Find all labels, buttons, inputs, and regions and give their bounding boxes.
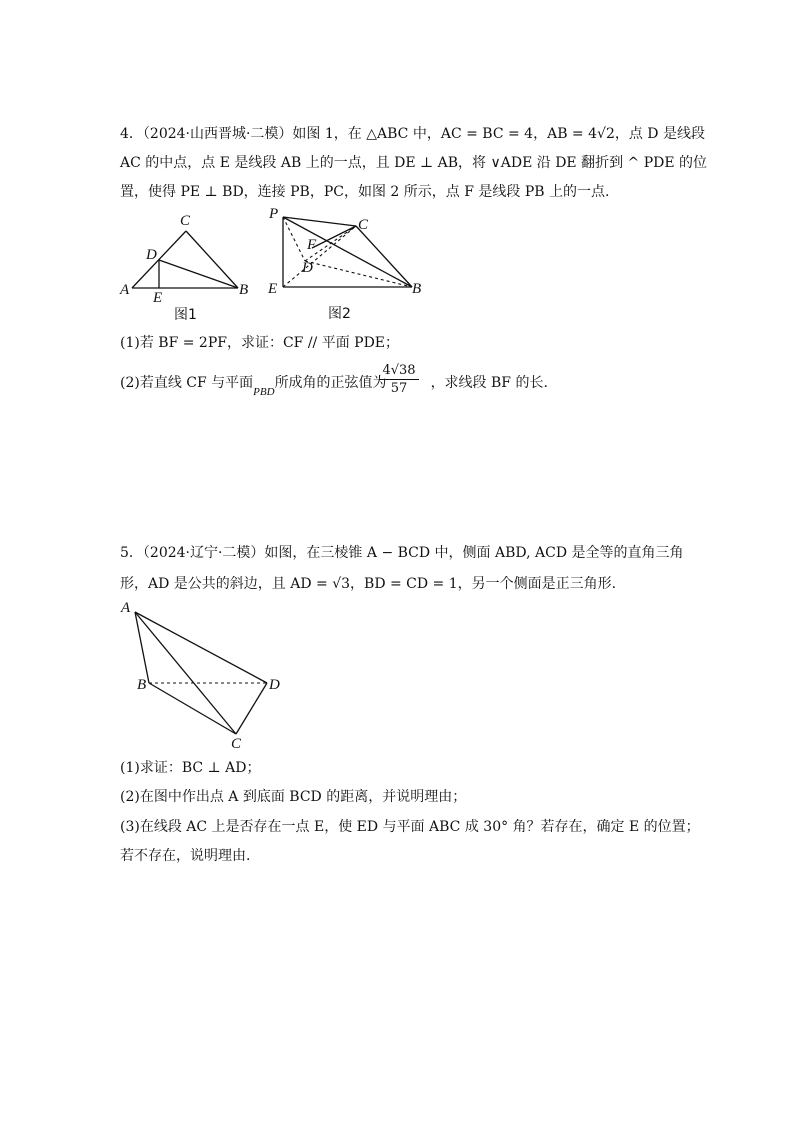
fig3-label-c: C [231,736,242,752]
fraction-numerator: 4√38 [379,363,419,380]
fig1-label-d: D [146,247,157,263]
fig3-label-a: A [121,600,131,616]
figure-tetrahedron [115,598,290,753]
fig1-label-b: B [239,282,249,298]
figure-1-triangle [110,205,260,325]
fig2-label-f: F [307,237,317,253]
fig2-label-c: C [358,217,369,233]
q2-part-c: ，求线段 BF 的长. [430,375,548,391]
fig1-caption: 图1 [174,307,197,323]
problem4-line3: 置，使得 PE ⊥ BD，连接 PB，PC，如图 2 所示，点 F 是线段 PB 上的一点. [120,184,610,200]
fig3-label-b: B [137,677,147,693]
problem4-question2 [120,373,720,398]
problem5-line2: 形，AD 是公共的斜边，且 AD = √3，BD = CD = 1，另一个侧面是正三角形. [120,576,617,592]
fig2-label-p: P [269,206,279,222]
fig2-label-e: E [268,281,278,297]
problem5-question3: (3)在线段 AC 上是否存在一点 E，使 ED 与平面 ABC 成 30° 角？若存在，确定 E 的位置； [120,819,700,835]
fraction-denominator: 57 [390,381,408,396]
problem4-question1: (1)若 BF = 2PF，求证：CF // 平面 PDE； [120,335,400,351]
problem5-line1: 5．（2024·辽宁·二模）如图，在三棱锥 A − BCD 中，侧面 ABD, ACD 是全等的直角三角 [120,545,684,561]
fig1-label-e: E [153,290,163,306]
fig2-caption: 图2 [328,306,351,322]
problem5-question1: (1)求证：BC ⊥ AD； [120,760,261,776]
problem5-question3-cont: 若不存在，说明理由. [120,848,251,864]
problem4-line1: 4．（2024·山西晋城·二模）如图 1，在 △ABC 中，AC = BC = 4，AB = 4√2，点 D 是线段 [120,126,705,142]
fig2-label-b: B [412,281,422,297]
figure-2-folded [262,200,432,325]
sine-value-fraction [379,363,419,396]
fig3-label-d: D [269,677,280,693]
problem4-line2: AC 的中点，点 E 是线段 AB 上的一点，且 DE ⊥ AB，将 ∨ADE 沿 DE 翻折到 ^ PDE 的位 [120,155,708,171]
problem5-question2: (2)在图中作出点 A 到底面 BCD 的距离，并说明理由； [120,789,467,805]
fig1-label-c: C [180,213,191,229]
fig2-label-d: D [302,260,313,276]
fig1-label-a: A [120,282,130,298]
q2-part-b: 所成角的正弦值为 [274,375,387,391]
q2-part-a: (2)若直线 CF 与平面 [120,375,254,391]
q2-plane-subscript: PBD [253,386,275,398]
